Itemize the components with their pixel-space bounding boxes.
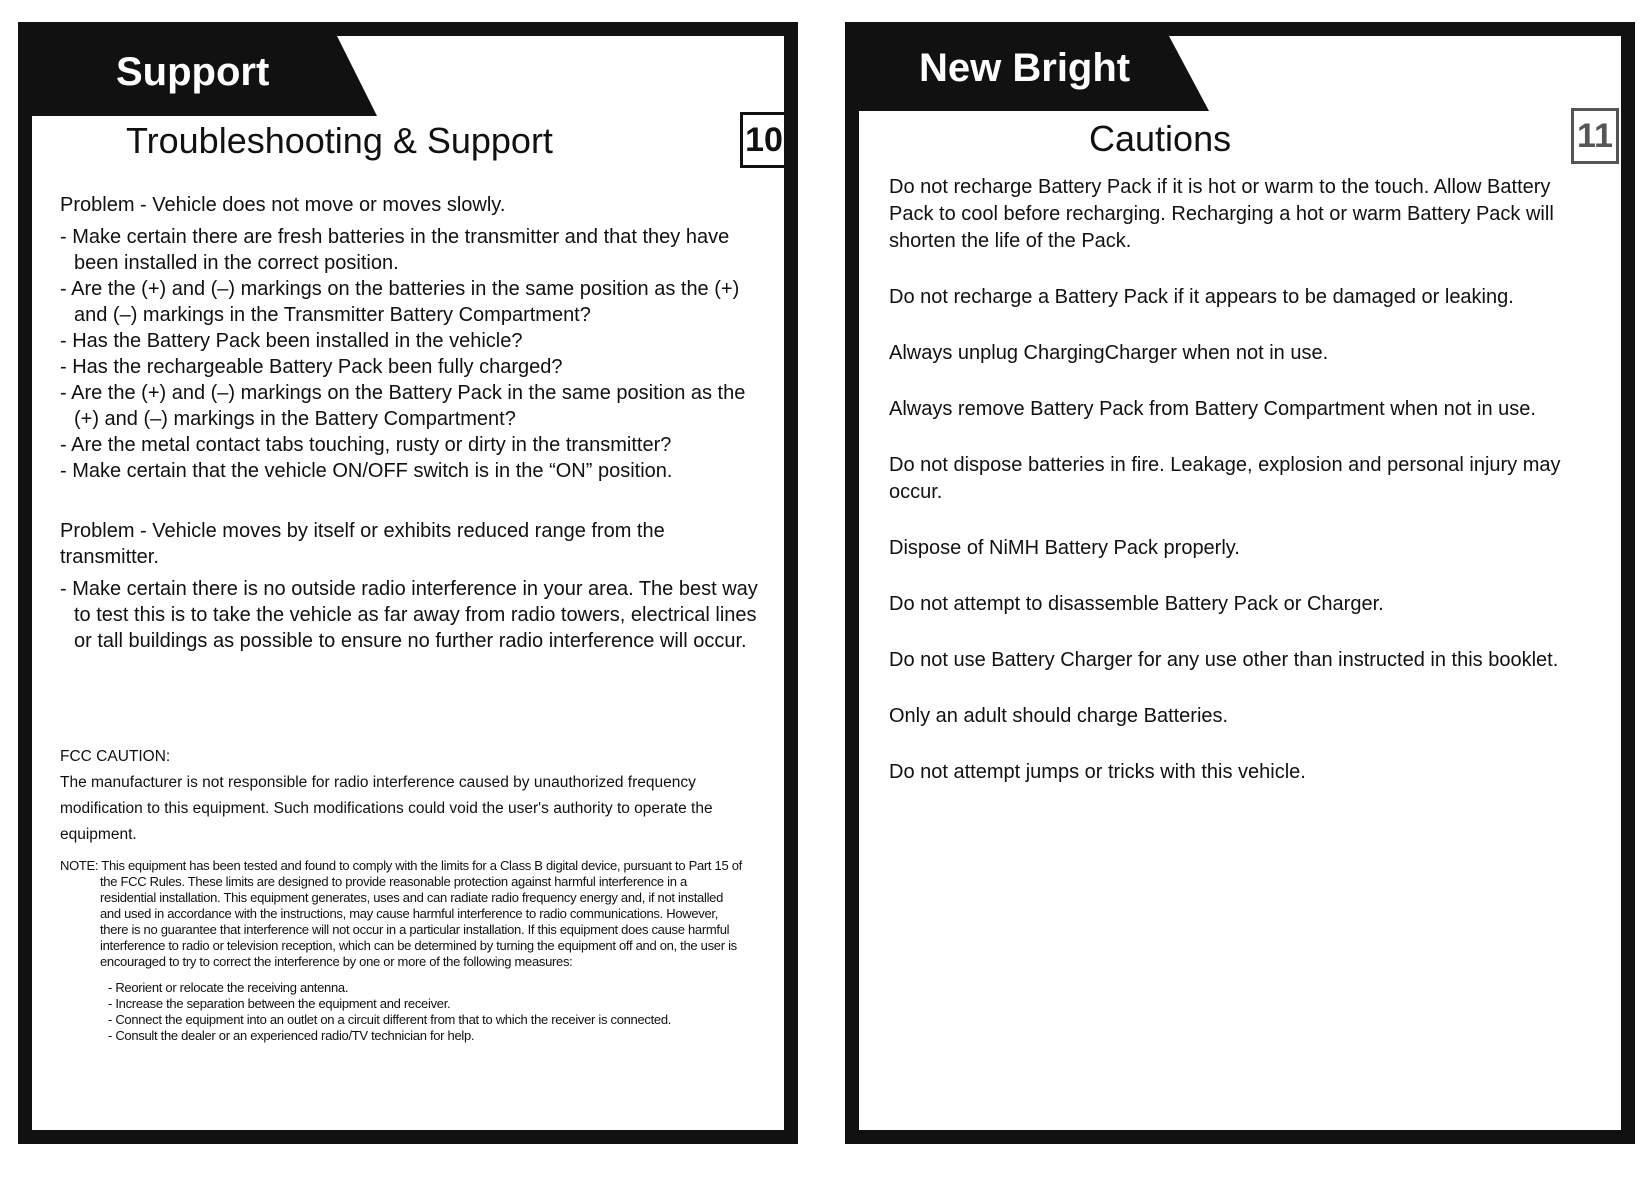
caution-item: Do not use Battery Charger for any use other than instructed in this booklet. [889,649,1559,671]
caution-item: Do not attempt to disassemble Battery Pack or Charger. [889,593,1384,615]
note-measure: - Connect the equipment into an outlet on a circuit different from that to which the receiver is connected. [108,1012,744,1028]
page-heading: Troubleshooting & Support [126,120,553,161]
checklist-item: - Make certain there is no outside radio interference in your area. The best way to test this is to take the vehicle as far away from radio towers, electrical lines or tall buildings as possible to ensure no further radio interference will occur. [60,576,758,654]
section-tab [32,36,412,116]
fcc-text: The manufacturer is not responsible for radio interference caused by unauthorized frequency modification to this equipment. Such modifications could void the user's authority to operate the equipment. [60,774,713,843]
checklist-item: - Make certain there are fresh batteries in the transmitter and that they have been installed in the correct position. [60,224,758,276]
page-heading: Cautions [1089,118,1232,159]
fcc-caution [60,744,758,848]
caution-item: Do not dispose batteries in fire. Leakage, explosion and personal injury may occur. [889,454,1561,503]
section-tab-label: New Bright [919,46,1131,90]
page-number: 11 [1571,108,1619,164]
checklist-item: - Make certain that the vehicle ON/OFF switch is in the “ON” position. [60,458,758,484]
caution-item: Do not recharge a Battery Pack if it appears to be damaged or leaking. [889,286,1514,308]
page-number: 10 [740,112,788,168]
note-text: NOTE: This equipment has been tested and found to comply with the limits for a Class B digital device, pursuant to Part 15 of the FCC Rules. These limits are designed to provide reasonable protection against harmful interference in a residential installation. This equipment generates, uses and can radiate radio frequency energy and, if not installed and used in accordance with the instructions, may cause harmful interference to radio communications. However, there is no guarantee that interference will not occur in a particular installation. If this equipment does cause harmful interference to radio or television reception, which can be determined by turning the equipment off and on, the user is encouraged to try to correct the interference by one or more of the following measures: [60,858,742,969]
checklist-item: - Are the (+) and (–) markings on the Battery Pack in the same position as the (+) and (–) markings in the Battery Compartment? [60,380,758,432]
problem-title: Problem - Vehicle moves by itself or exhibits reduced range from the transmitter. [60,520,665,568]
fcc-title: FCC CAUTION: [60,748,171,765]
cautions-list [889,174,1599,815]
note-measure: - Reorient or relocate the receiving antenna. [108,980,744,996]
page-10 [18,22,798,1144]
checklist-item: - Are the metal contact tabs touching, rusty or dirty in the transmitter? [60,432,758,458]
caution-item: Always unplug ChargingCharger when not in use. [889,342,1329,364]
note-measure: - Increase the separation between the equipment and receiver. [108,996,744,1012]
problem-checklist [60,576,758,654]
problem-title: Problem - Vehicle does not move or moves slowly. [60,194,506,216]
note-measure: - Consult the dealer or an experienced radio/TV technician for help. [108,1028,744,1044]
problem-block-1 [60,192,758,484]
section-tab-label: Support [116,50,270,94]
page-11 [845,22,1635,1144]
caution-item: Do not attempt jumps or tricks with this vehicle. [889,761,1306,783]
checklist-item: - Has the rechargeable Battery Pack been fully charged? [60,354,758,380]
section-tab [859,36,1239,116]
checklist-item: - Are the (+) and (–) markings on the batteries in the same position as the (+) and (–) markings in the Transmitter Battery Compartment? [60,276,758,328]
fcc-note [60,858,744,1044]
caution-item: Always remove Battery Pack from Battery Compartment when not in use. [889,398,1536,420]
caution-item: Only an adult should charge Batteries. [889,705,1229,727]
caution-item: Do not recharge Battery Pack if it is hot or warm to the touch. Allow Battery Pack to cool before recharging. Recharging a hot or warm Battery Pack will shorten the life of the Pack. [889,176,1554,252]
checklist-item: - Has the Battery Pack been installed in the vehicle? [60,328,758,354]
problem-checklist [60,224,758,484]
problem-block-2 [60,518,758,654]
note-measures [108,980,744,1044]
caution-item: Dispose of NiMH Battery Pack properly. [889,537,1240,559]
